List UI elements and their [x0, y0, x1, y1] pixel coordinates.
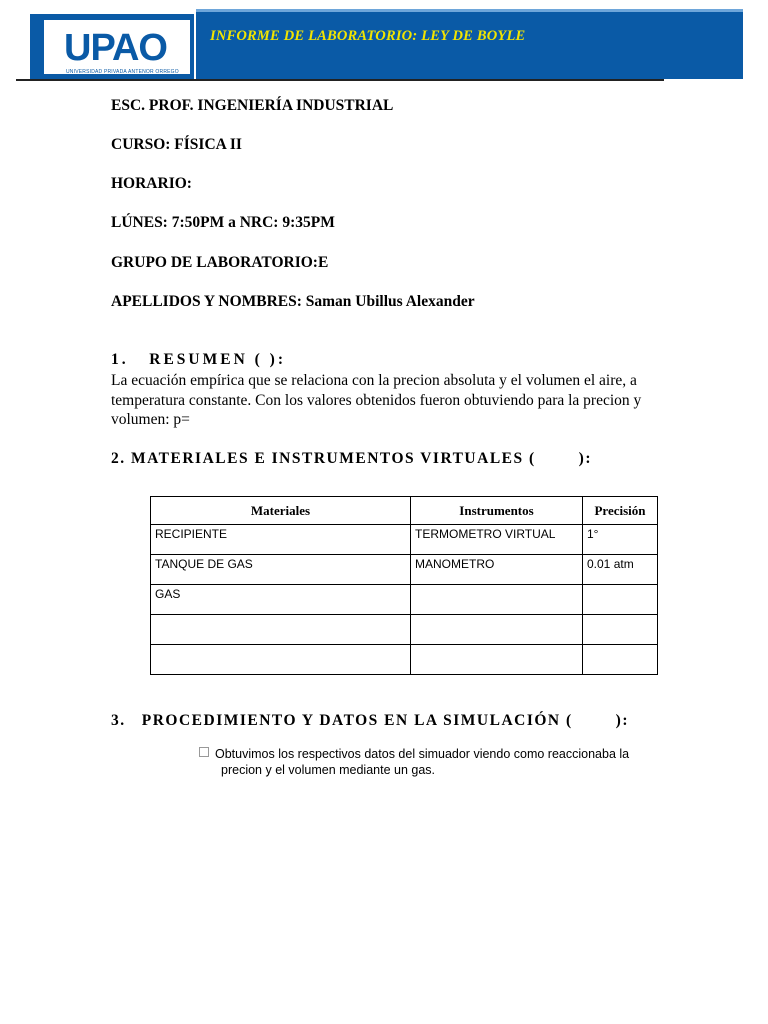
table-row — [151, 555, 658, 585]
table-row — [151, 615, 658, 645]
materials-table — [150, 496, 658, 675]
table-cell: TERMOMETRO VIRTUAL — [411, 525, 583, 555]
table-cell: RECIPIENTE — [151, 525, 411, 555]
names-line: APELLIDOS Y NOMBRES: Saman Ubillus Alexander — [111, 293, 475, 310]
procedure-bullet — [199, 746, 669, 778]
table-row — [151, 585, 658, 615]
bullet-box-icon — [199, 747, 209, 757]
table-row — [151, 525, 658, 555]
report-title: INFORME DE LABORATORIO: LEY DE BOYLE — [210, 28, 526, 44]
logo — [30, 14, 194, 80]
table-cell: TANQUE DE GAS — [151, 555, 411, 585]
table-cell — [151, 615, 411, 645]
table-cell — [583, 645, 658, 675]
section2-heading: 2. MATERIALES E INSTRUMENTOS VIRTUALES ( ): — [111, 450, 592, 467]
schedule-line: HORARIO: — [111, 175, 192, 192]
header-banner — [196, 12, 743, 79]
logo-subtext: UNIVERSIDAD PRIVADA ANTENOR ORREGO — [66, 69, 179, 75]
section1-heading: 1. RESUMEN ( ): — [111, 351, 286, 368]
group-line: GRUPO DE LABORATORIO:E — [111, 254, 329, 271]
summary-paragraph: La ecuación empírica que se relaciona con la precion absoluta y el volumen el aire, a temperatura constante. Con los valores obtenidos fueron obtuviendo para la precion y volumen: p= — [111, 372, 642, 428]
header-materiales: Materiales — [151, 497, 411, 525]
table-cell — [411, 585, 583, 615]
table-cell — [411, 645, 583, 675]
day-line: LÚNES: 7:50PM a NRC: 9:35PM — [111, 214, 335, 231]
table-cell: 1° — [583, 525, 658, 555]
section3-heading: 3. PROCEDIMIENTO Y DATOS EN LA SIMULACIÓN ( ): — [111, 712, 629, 729]
table-cell — [583, 585, 658, 615]
table-cell — [411, 615, 583, 645]
header-rule — [16, 79, 664, 81]
bullet-text-line1: Obtuvimos los respectivos datos del simuador viendo como reaccionaba la — [215, 747, 630, 761]
table-cell: GAS — [151, 585, 411, 615]
logo-background — [44, 20, 190, 74]
header-instrumentos: Instrumentos — [411, 497, 583, 525]
school-line: ESC. PROF. INGENIERÍA INDUSTRIAL — [111, 97, 394, 114]
table-cell — [151, 645, 411, 675]
table-cell: MANOMETRO — [411, 555, 583, 585]
course-line: CURSO: FÍSICA II — [111, 136, 242, 153]
table-header-row — [151, 497, 658, 525]
logo-text: UPAO — [64, 27, 167, 69]
table-row — [151, 645, 658, 675]
table-cell — [583, 615, 658, 645]
bullet-text-line2: precion y el volumen mediante un gas. — [221, 763, 436, 777]
header-precision: Precisión — [583, 497, 658, 525]
table-cell: 0.01 atm — [583, 555, 658, 585]
